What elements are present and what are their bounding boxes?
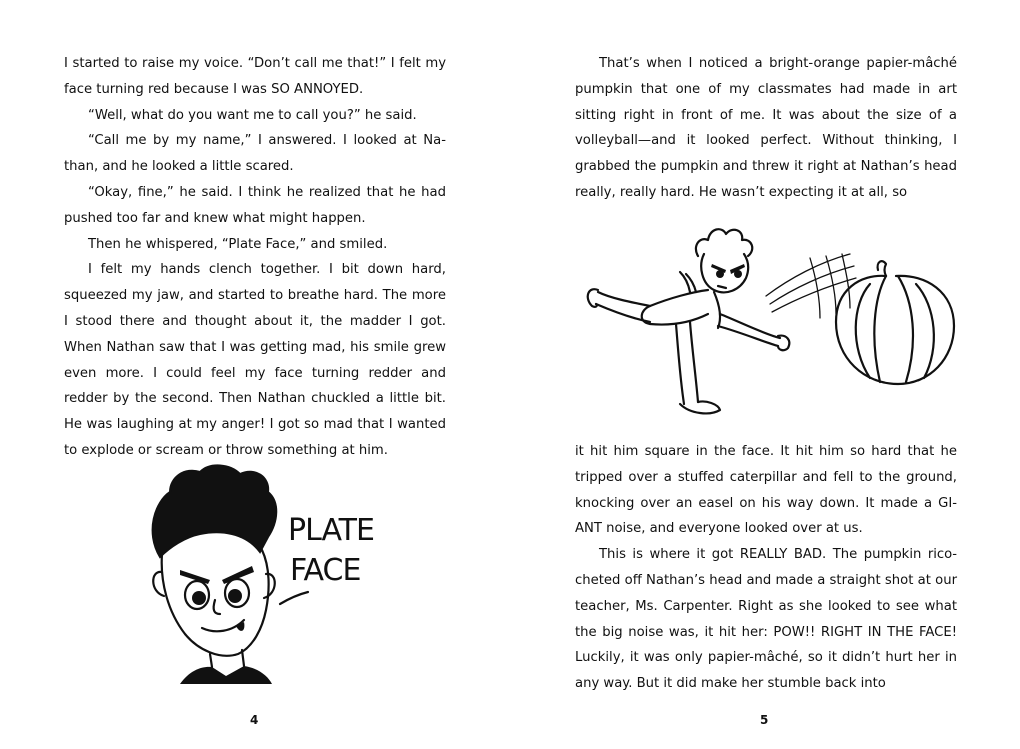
paragraph: “Well, what do you want me to call you?” he said. xyxy=(88,107,417,123)
boy-throwing-pumpkin-illustration xyxy=(580,218,970,423)
paragraph: Then he whispered, “Plate Face,” and smiled. xyxy=(88,236,388,252)
paragraph: “Okay, fine,” he said. I think he realized that he had pushed too far and knew what might happen. xyxy=(64,184,446,226)
paragraph: I felt my hands clench together. I bit down hard, squeezed my jaw, and started to breathe hard. The more I stood there and thought about it, the madder I got. When Nathan saw that I was getting mad, his smile grew even more. I could feel my face turning redder and redder by the second. Then Nathan chuckled a little bit. He was laughing at my anger! I got so mad that I wanted to explode or scream or throw something at him. xyxy=(64,262,446,458)
boy-smirk-illustration xyxy=(140,462,380,687)
paragraph: “Call me by my name,” I answered. I looked at Nathan, and he looked a little scared. xyxy=(64,133,446,175)
illustration-label-face: FACE xyxy=(290,553,361,588)
illustration-label-plate: PLATE xyxy=(288,513,374,548)
left-page-text xyxy=(64,51,446,464)
right-page-text-top xyxy=(575,51,957,206)
page-number-right: 5 xyxy=(760,713,769,727)
paragraph: it hit him square in the face. It hit him so hard that he tripped over a stuffed caterpillar and fell to the ground, knocking over an easel on his way down. It made a GIANT noise, and everyone looked over at us. xyxy=(575,444,957,537)
paragraph: This is where it got REALLY BAD. The pumpkin ricocheted off Nathan’s head and made a straight shot at our teacher, Ms. Carpenter. Right as she looked to see what the big noise was, it hit her: POW!! RIGHT IN THE FACE! Luckily, it was only papier-mâché, so it didn’t hurt her in any way. But it did make her stumble back into xyxy=(575,547,957,692)
page-number-left: 4 xyxy=(250,713,259,727)
right-page-text-bottom xyxy=(575,439,957,697)
paragraph: That’s when I noticed a bright-orange papier-mâché pumpkin that one of my classmates had made in art sitting right in front of me. It was about the size of a volleyball—and it looked perfect. Without thinking, I grabbed the pumpkin and threw it right at Nathan’s head really, really hard. He wasn’t expecting it at all, so xyxy=(575,56,957,200)
paragraph: I started to raise my voice. “Don’t call me that!” I felt my face turning red because I was SO ANNOYED. xyxy=(64,56,446,97)
